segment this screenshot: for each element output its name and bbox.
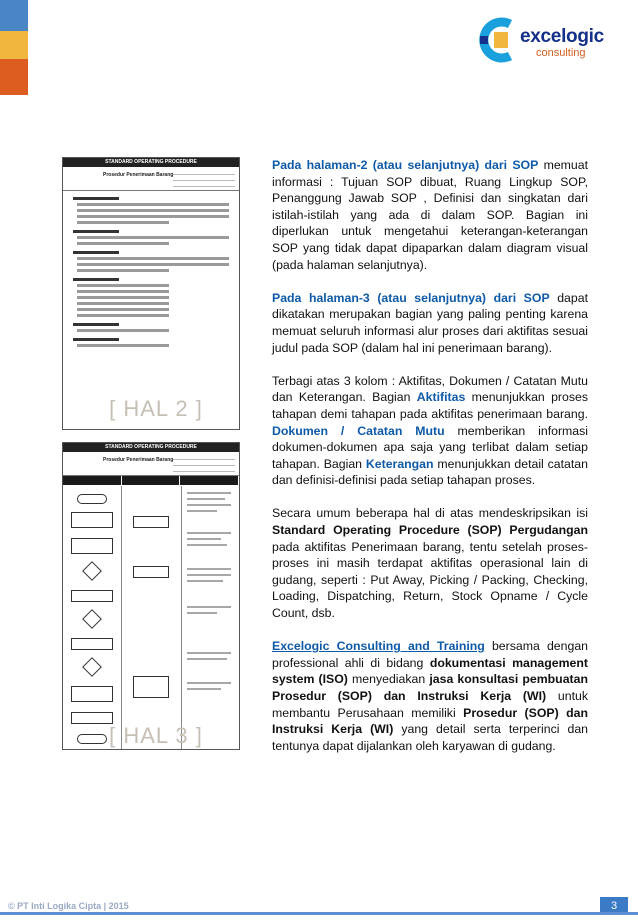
thumb-title: Prosedur Penerimaan Barang (103, 172, 174, 178)
logo-subtitle: consulting (536, 47, 586, 59)
page-number: 3 (600, 897, 628, 915)
paragraph-page-3: Pada halaman-3 (atau selanjutnya) dari SOP dapat dikatakan merupakan bagian yang paling penting karena memuat seluruh informasi alur proses dari aktifitas sesuai judul pada SOP (dalam hal ini penerimaan barang). (272, 290, 588, 355)
logo-name: excelogic (520, 26, 604, 47)
description-text (272, 157, 588, 771)
accent-strip-yellow (0, 31, 28, 59)
excelogic-link[interactable]: Excelogic Consulting and Training (272, 639, 485, 654)
thumb-header: STANDARD OPERATING PROCEDURE (63, 158, 239, 167)
page-2-label: [ HAL 2 ] (109, 396, 203, 421)
footer-rule (0, 912, 638, 915)
page-3-label: [ HAL 3 ] (109, 723, 203, 748)
paragraph-page-2: Pada halaman-2 (atau selanjutnya) dari SOP memuat informasi : Tujuan SOP dibuat, Ruang Lingkup SOP, Penanggung Jawab SOP , Definisi dan singkatan dari istilah-istilah yang ada di dalam SOP. Bagian ini diperlukan untuk mengetahui keterangan-keterangan SOP yang tidak dapat dipaparkan dalam diagram visual (pada halaman selanjutnya). (272, 158, 589, 272)
company-logo (476, 14, 626, 66)
paragraph-summary: Secara umum beberapa hal di atas mendeskripsikan isi Standard Operating Procedure (SOP) Pergudangan pada aktifitas Penerimaan barang, tentu setelah proses-proses ini masih terdapat aktifitas operasional lain di gudang, seperti : Put Away, Picking / Packing, Checking, Loading, Dispatching, Return, Stock Opname / Cycle Count, dsb. (272, 506, 588, 621)
sop-page-2-thumbnail (62, 157, 240, 430)
thumb-title: Prosedur Penerimaan Barang (103, 457, 174, 463)
accent-strip-orange (0, 59, 28, 95)
accent-strip-blue (0, 0, 28, 31)
copyright-text: © PT Inti Logika Cipta | 2015 (8, 901, 129, 911)
paragraph-columns: Terbagi atas 3 kolom : Aktifitas, Dokumen / Catatan Mutu dan Keterangan. Bagian Aktifitas menunjukkan proses tahapan demi tahapan pada aktifitas penerimaan barang. Dokumen / Catatan Mutu memberikan informasi dokumen-dokumen apa saja yang terlibat dalam setiap tahapan. Bagian Keterangan menunjukkan detail catatan dan definisi-definisi pada setiap tahapan proses. (272, 373, 589, 488)
flowchart-area (63, 486, 239, 749)
paragraph-services: Excelogic Consulting and Training bersama dengan professional ahli di bidang dokumentasi management system (ISO) menyediakan jasa konsultasi pembuatan Prosedur (SOP) dan Instruksi Kerja (WI) untuk membantu Perusahaan memiliki Prosedur (SOP) dan Instruksi Kerja (WI) yang detail serta terperinci dan tentunya dapat dijalankan oleh karyawan di gudang. (272, 639, 589, 753)
sop-page-3-thumbnail (62, 442, 240, 750)
thumb-header: STANDARD OPERATING PROCEDURE (63, 443, 239, 452)
logo-mark-icon (476, 16, 520, 64)
